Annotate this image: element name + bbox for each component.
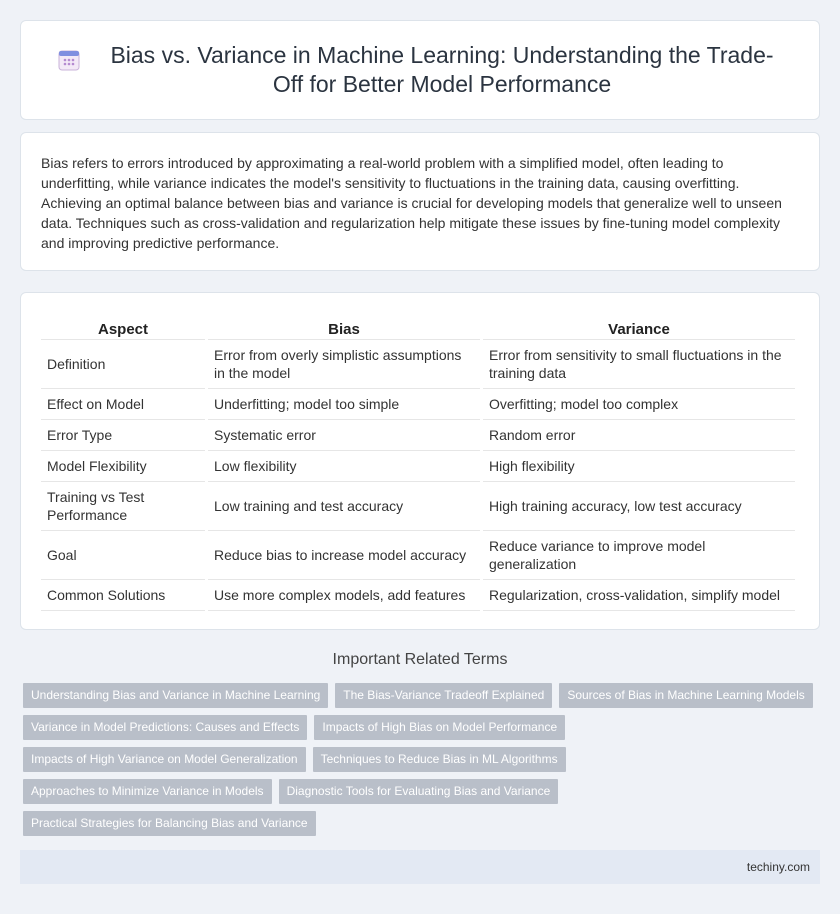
- cell-variance: High training accuracy, low test accuracy: [483, 482, 795, 531]
- cell-bias: Underfitting; model too simple: [208, 389, 480, 420]
- related-term-tag[interactable]: The Bias-Variance Tradeoff Explained: [335, 683, 552, 708]
- related-terms-list: [23, 683, 823, 843]
- table-row: [41, 340, 795, 389]
- cell-bias: Use more complex models, add features: [208, 580, 480, 611]
- intro-card: [20, 132, 820, 271]
- table-row: [41, 580, 795, 611]
- comparison-table-card: [20, 292, 820, 630]
- related-term-tag[interactable]: Impacts of High Bias on Model Performance: [314, 715, 565, 740]
- intro-paragraph: Bias refers to errors introduced by approximating a real-world problem with a simplified model, often leading to underfitting, while variance indicates the model's sensitivity to fluctuations in the training data, causing overfitting. Achieving an optimal balance between bias and variance is crucial for developing models that generalize well to unseen data. Techniques such as cross-validation and regularization help mitigate these issues by fine-tuning model complexity and improving predictive performance.: [41, 155, 782, 251]
- cell-aspect: Definition: [41, 340, 205, 389]
- cell-bias: Low training and test accuracy: [208, 482, 480, 531]
- related-term-tag[interactable]: Techniques to Reduce Bias in ML Algorithms: [313, 747, 566, 772]
- cell-aspect: Goal: [41, 531, 205, 580]
- table-row: [41, 389, 795, 420]
- cell-variance: Reduce variance to improve model generalization: [483, 531, 795, 580]
- footer: [20, 850, 820, 884]
- related-term-tag[interactable]: Approaches to Minimize Variance in Models: [23, 779, 272, 804]
- cell-aspect: Error Type: [41, 420, 205, 451]
- table-header-row: [41, 313, 795, 340]
- page-title: Bias vs. Variance in Machine Learning: Understanding the Trade-Off for Better Model Performance: [110, 42, 774, 97]
- cell-variance: Overfitting; model too complex: [483, 389, 795, 420]
- related-term-tag[interactable]: Sources of Bias in Machine Learning Models: [559, 683, 812, 708]
- header-bias: Bias: [208, 313, 480, 340]
- table-row: [41, 531, 795, 580]
- header-aspect: Aspect: [41, 313, 205, 340]
- cell-aspect: Effect on Model: [41, 389, 205, 420]
- footer-site-link[interactable]: techiny.com: [746, 860, 810, 874]
- related-term-tag[interactable]: Practical Strategies for Balancing Bias and Variance: [23, 811, 316, 836]
- cell-variance: Random error: [483, 420, 795, 451]
- related-term-tag[interactable]: Variance in Model Predictions: Causes and Effects: [23, 715, 307, 740]
- cell-aspect: Common Solutions: [41, 580, 205, 611]
- table-row: [41, 420, 795, 451]
- header-variance: Variance: [483, 313, 795, 340]
- related-term-tag[interactable]: Impacts of High Variance on Model Generalization: [23, 747, 306, 772]
- comparison-table: [38, 313, 798, 611]
- cell-aspect: Model Flexibility: [41, 451, 205, 482]
- table-row: [41, 451, 795, 482]
- cell-variance: Error from sensitivity to small fluctuations in the training data: [483, 340, 795, 389]
- related-term-tag[interactable]: Diagnostic Tools for Evaluating Bias and Variance: [279, 779, 559, 804]
- cell-bias: Reduce bias to increase model accuracy: [208, 531, 480, 580]
- cell-aspect: Training vs Test Performance: [41, 482, 205, 531]
- cell-bias: Systematic error: [208, 420, 480, 451]
- cell-bias: Error from overly simplistic assumptions in the model: [208, 340, 480, 389]
- cell-variance: High flexibility: [483, 451, 795, 482]
- title-card: [20, 20, 820, 120]
- related-terms-title: Important Related Terms: [332, 651, 508, 668]
- table-row: [41, 482, 795, 531]
- cell-bias: Low flexibility: [208, 451, 480, 482]
- related-term-tag[interactable]: Understanding Bias and Variance in Machine Learning: [23, 683, 328, 708]
- cell-variance: Regularization, cross-validation, simplify model: [483, 580, 795, 611]
